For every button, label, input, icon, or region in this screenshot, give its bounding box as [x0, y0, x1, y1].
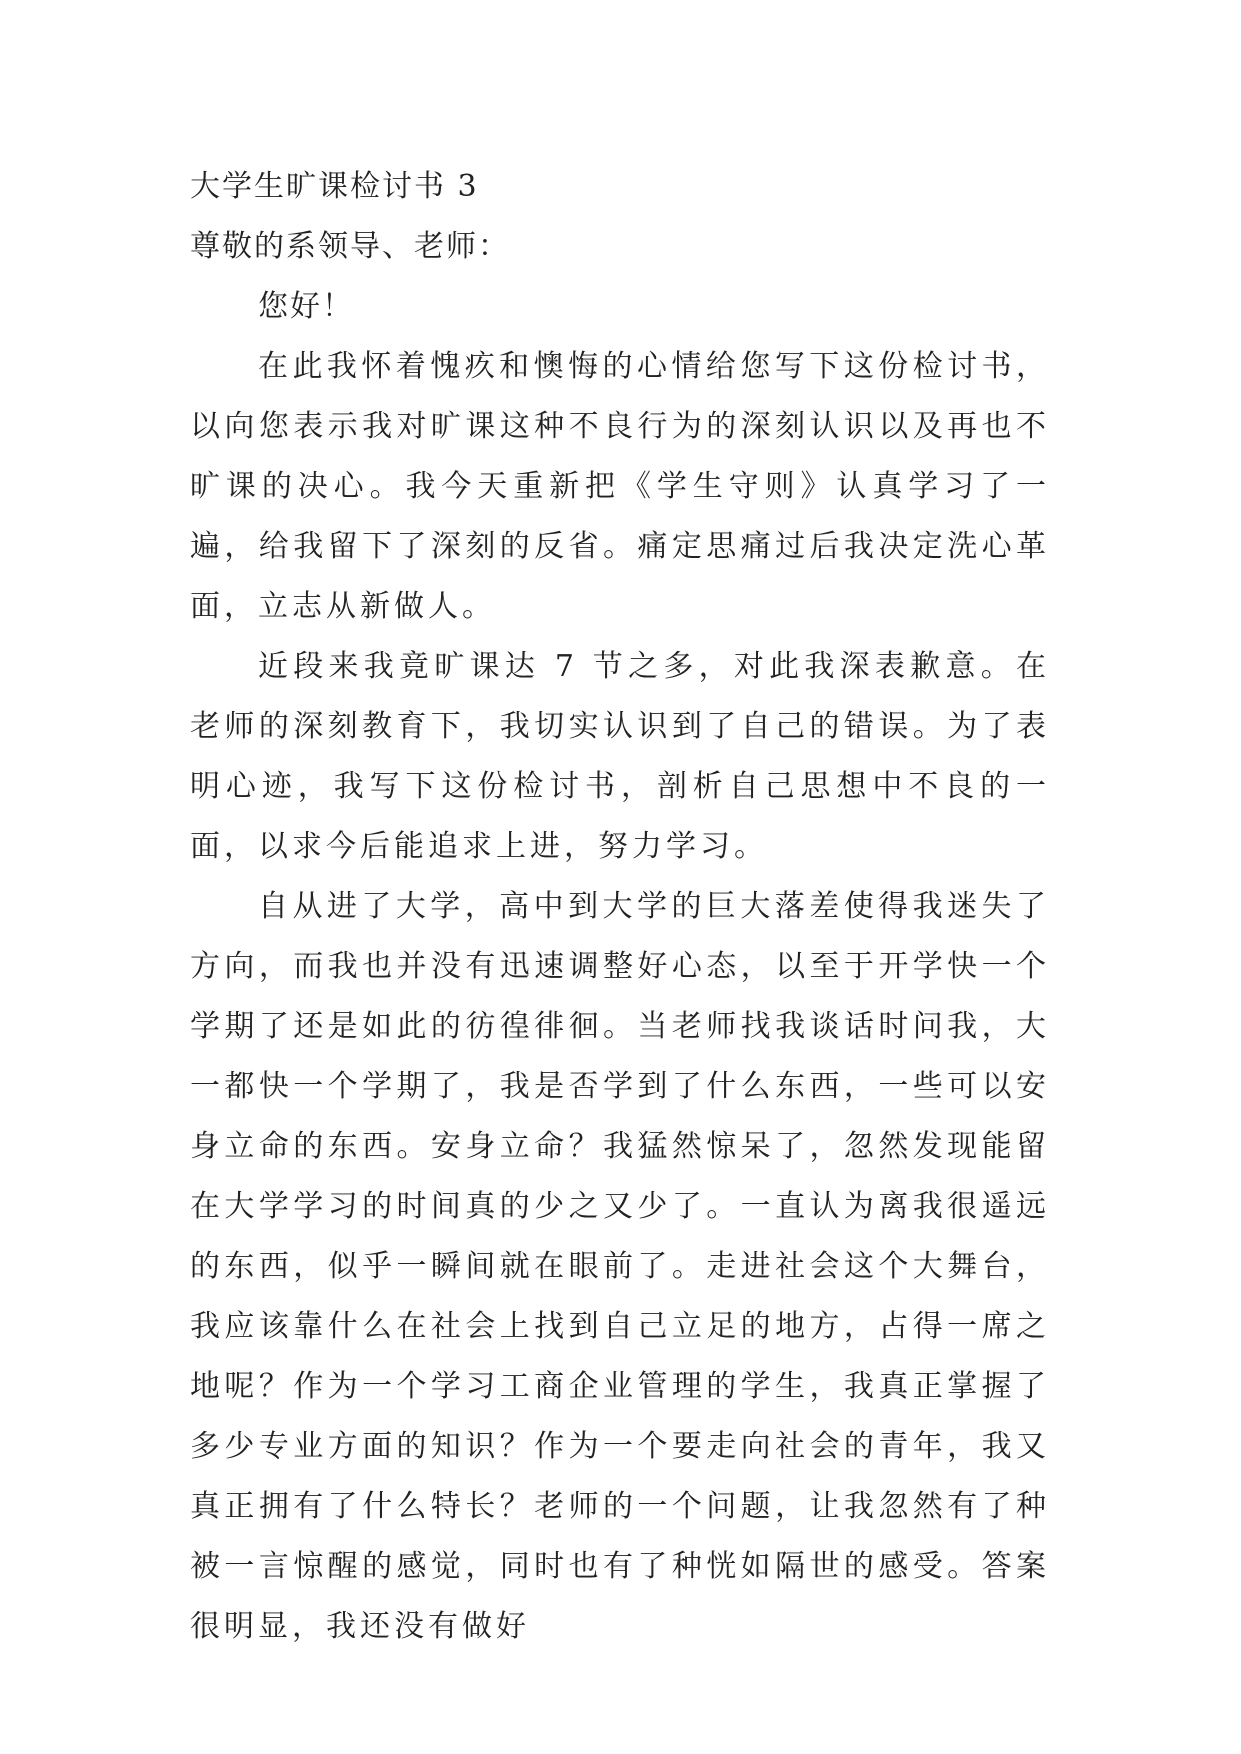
body-text	[190, 337, 1050, 1657]
paragraph: 在此我怀着愧疚和懊悔的心情给您写下这份检讨书，以向您表示我对旷课这种不良行为的深刻认识以及再也不旷课的决心。我今天重新把《学生守则》认真学习了一遍，给我留下了深刻的反省。痛定思痛过后我决定洗心革面，立志从新做人。	[190, 349, 1050, 624]
salutation: 尊敬的系领导、老师：	[190, 229, 510, 264]
greeting: 您好！	[258, 289, 354, 324]
paragraph: 自从进了大学，高中到大学的巨大落差使得我迷失了方向，而我也并没有迅速调整好心态，以至于开学快一个学期了还是如此的彷徨徘徊。当老师找我谈话时问我，大一都快一个学期了，我是否学到了什么东西，一些可以安身立命的东西。安身立命？我猛然惊呆了，忽然发现能留在大学学习的时间真的少之又少了。一直认为离我很遥远的东西，似乎一瞬间就在眼前了。走进社会这个大舞台，我应该靠什么在社会上找到自己立足的地方，占得一席之地呢？作为一个学习工商企业管理的学生，我真正掌握了多少专业方面的知识？作为一个要走向社会的青年，我又真正拥有了什么特长？老师的一个问题，让我忽然有了种被一言惊醒的感觉，同时也有了种恍如隔世的感受。答案很明显，我还没有做好	[190, 889, 1050, 1644]
document-title: 大学生旷课检讨书 3	[190, 169, 479, 204]
paragraph: 近段来我竟旷课达 7 节之多，对此我深表歉意。在老师的深刻教育下，我切实认识到了自己的错误。为了表明心迹，我写下这份检讨书，剖析自己思想中不良的一面，以求今后能追求上进，努力学习。	[190, 649, 1050, 864]
